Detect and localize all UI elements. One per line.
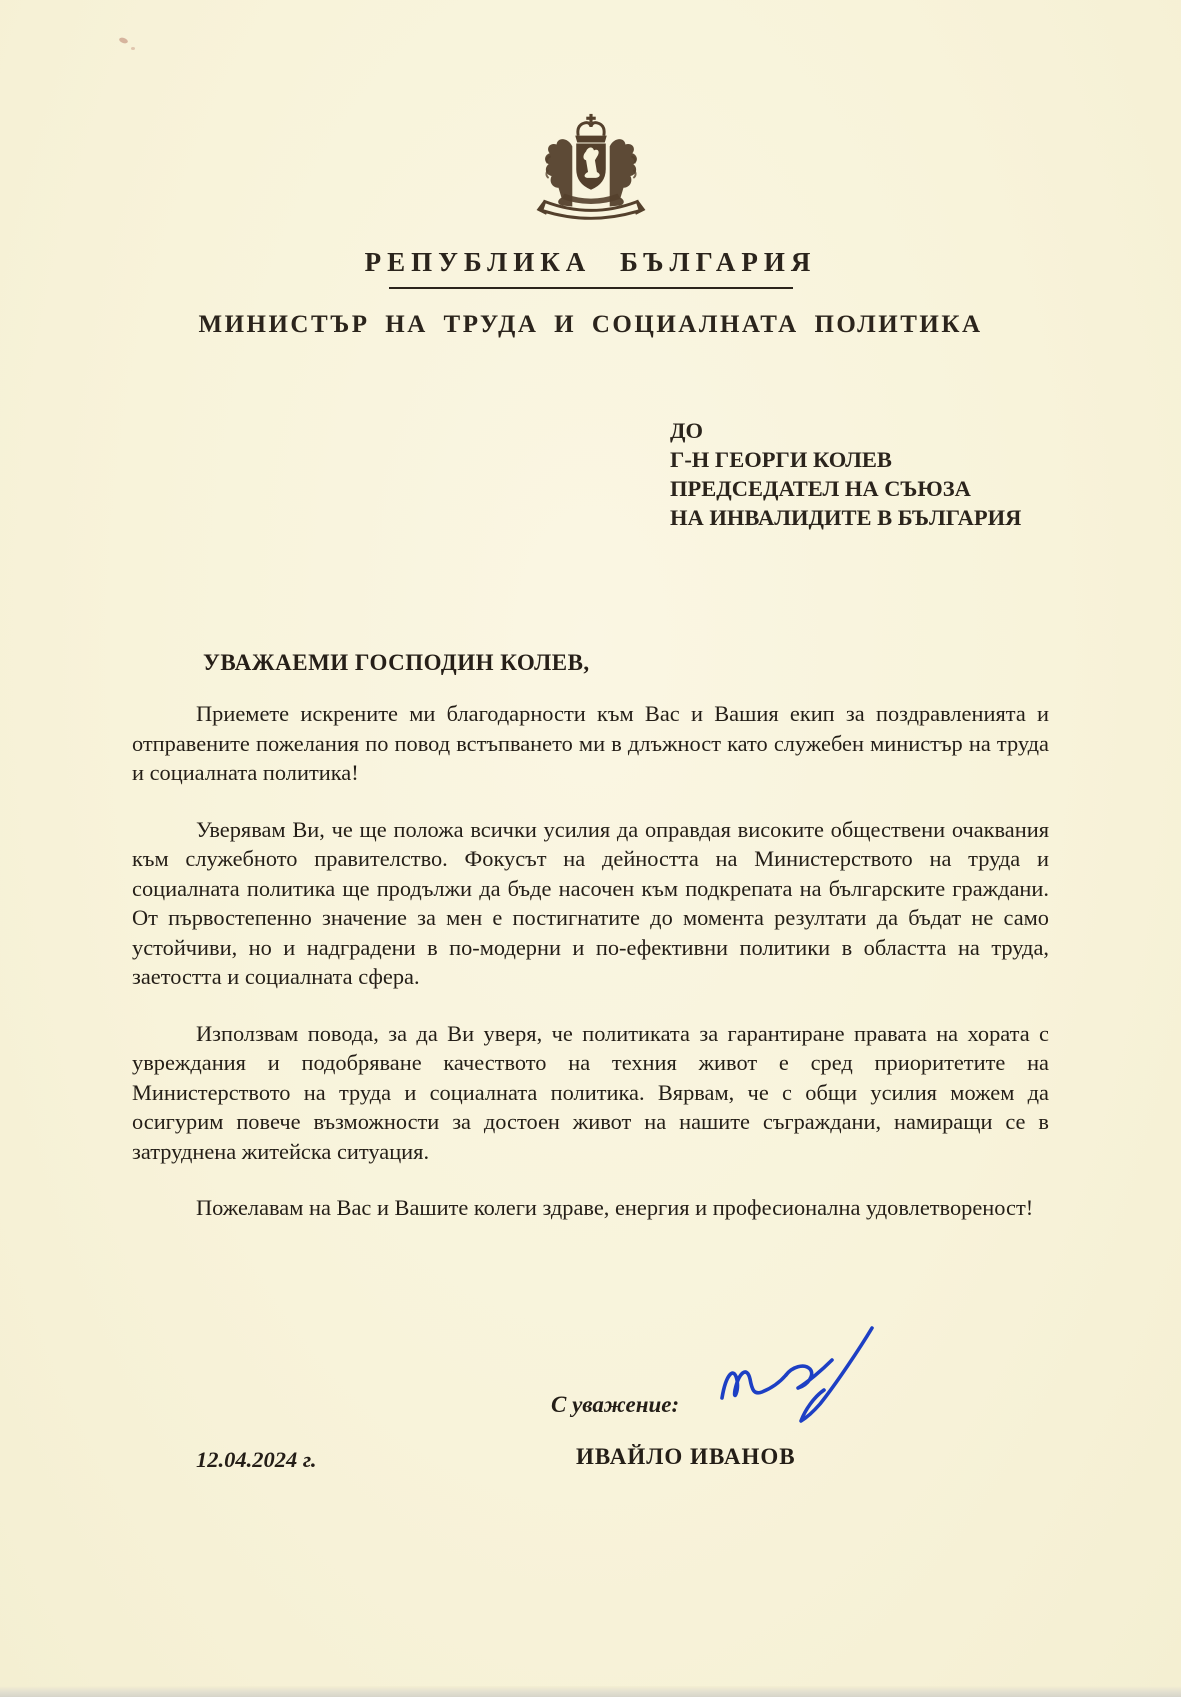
addressee-line: НА ИНВАЛИДИТЕ В БЪЛГАРИЯ: [670, 505, 1022, 530]
addressee-block: [670, 416, 1021, 532]
body-paragraph: Използвам повода, за да Ви уверя, че политиката за гарантиране правата на хората с увреждания и подобряване качеството на техния живот е сред приоритетите на Министерството на труда и социалната политика. Вярвам, че с общи усилия можем да осигурим повече възможности за достоен живот на нашите съграждани, намиращи се в затруднена житейска ситуация.: [132, 1020, 1049, 1164]
letter-date: 12.04.2024 г.: [196, 1447, 317, 1472]
republic-title: РЕПУБЛИКА БЪЛГАРИЯ: [364, 247, 817, 277]
addressee-line: ПРЕДСЕДАТЕЛ НА СЪЮЗА: [670, 476, 971, 501]
scan-bottom-edge: [0, 1686, 1181, 1697]
ministry-title: МИНИСТЪР НА ТРУДА И СОЦИАЛНАТА ПОЛИТИКА: [198, 311, 983, 338]
addressee-line: ДО: [670, 418, 703, 443]
body-paragraph: Приемете искрените ми благодарности към Вас и Вашия екип за поздравленията и отправените пожелания по повод встъпването ми в длъжност като служебен министър на труда и социалната политика!: [132, 701, 1049, 785]
body-paragraph: Уверявам Ви, че ще положа всички усилия да оправдая високите обществени очаквания към служебното правителство. Фокусът на дейността на Министерството на труда и социалната политика ще продължи да бъде насочен към подкрепата на българските граждани. От първостепенно значение за мен е постигнатите до момента резултати да бъдат не само устойчиви, но и надградени в по-модерни и по-ефективни политики в областта на труда, заетостта и социалната сфера.: [132, 816, 1049, 989]
scan-speck: [131, 47, 135, 50]
letterhead: [0, 0, 1181, 339]
bulgarian-coat-of-arms-icon: [0, 112, 1181, 239]
handwritten-signature: [712, 1322, 887, 1447]
salutation: УВАЖАЕМИ ГОСПОДИН КОЛЕВ,: [203, 650, 590, 675]
addressee-line: Г-Н ГЕОРГИ КОЛЕВ: [670, 447, 892, 472]
signer-name: ИВАЙЛО ИВАНОВ: [576, 1444, 796, 1469]
letterhead-divider: [389, 287, 793, 289]
letter-body: [132, 699, 1049, 1250]
valediction: С уважение:: [551, 1392, 680, 1417]
body-paragraph: Пожелавам на Вас и Вашите колеги здраве, енергия и професионална удовлетвореност!: [196, 1195, 1034, 1220]
